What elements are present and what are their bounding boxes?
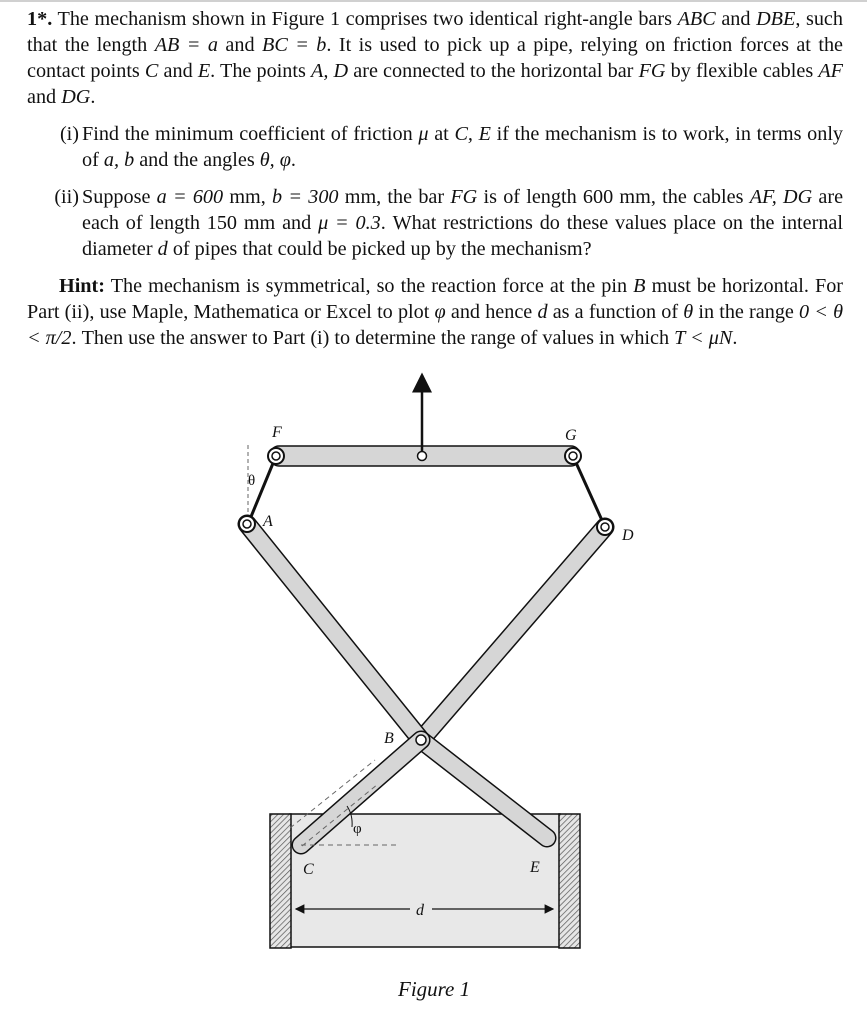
part-i-text: Find the minimum coefficient of friction μ at C, E if the mechanism is to work, in terms only of a, b and the angles θ, φ.: [82, 123, 844, 171]
label-b: B: [384, 730, 394, 747]
label-d: D: [622, 527, 634, 544]
hint-paragraph: Hint: The mechanism is symmetrical, so the reaction force at the pin B must be horizontal. For Part (ii), use Maple, Mathematica or Excel to plot φ and hence d as a function of θ in the range 0 < θ < π/2. Then use the answer to Part (i) to determine the range of values in which T < μN.: [27, 275, 844, 349]
hint-label: Hint:: [59, 275, 105, 297]
part-ii-text: Suppose a = 600 mm, b = 300 mm, the bar FG is of length 600 mm, the cables AF, DG are each of length 150 mm and μ = 0.3. What restrictions do these values place on the internal diameter d of pipes that could be picked up by the mechanism?: [82, 186, 844, 260]
label-f: F: [272, 424, 282, 441]
cable-dg: [573, 456, 605, 527]
label-theta: θ: [248, 473, 256, 489]
figure-caption: Figure 1: [398, 977, 471, 1001]
pipe-wall-right: [559, 814, 580, 948]
bar-abc: [247, 524, 421, 845]
bar-dbe: [421, 527, 605, 838]
label-e: E: [530, 859, 540, 876]
part-i-label: (i): [59, 123, 79, 145]
label-g: G: [565, 427, 577, 444]
problem-intro: 1*. The mechanism shown in Figure 1 comprises two identical right-angle bars ABC and DBE, such that the length AB = a and BC = b. It is used to pick up a pipe, relying on friction forces at the contact points C and E. The points A, D are connected to the horizontal bar FG by flexible cables AF and DG.: [27, 8, 844, 108]
pipe-wall-left: [270, 814, 291, 948]
part-ii-label: (ii): [54, 186, 79, 208]
label-c: C: [303, 861, 314, 878]
problem-number: 1*.: [27, 8, 53, 30]
label-phi: φ: [353, 821, 362, 837]
label-d-diameter: d: [416, 902, 424, 919]
label-a: A: [263, 513, 273, 530]
pipe-interior: [290, 814, 560, 947]
